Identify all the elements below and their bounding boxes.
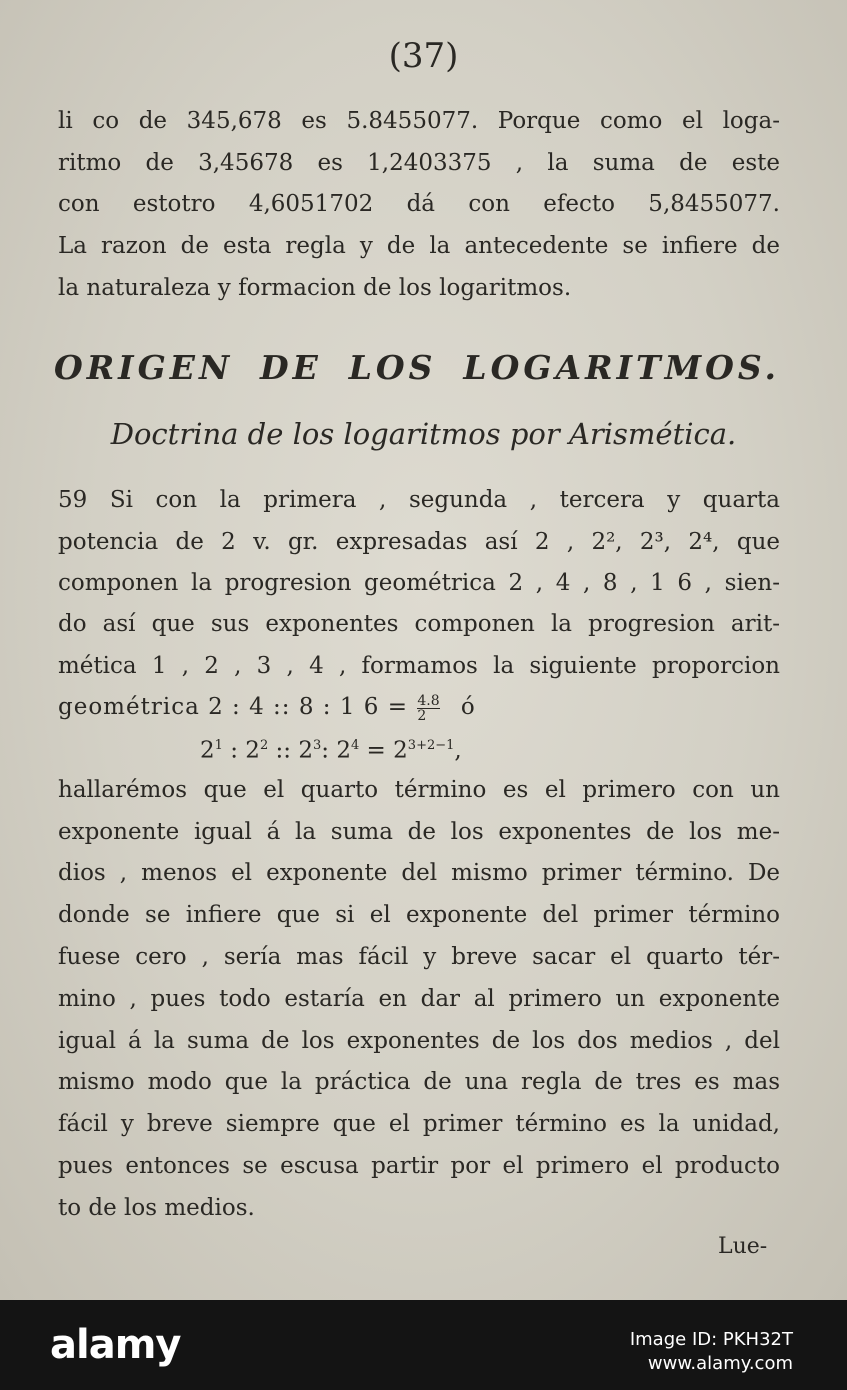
paragraph-line: exponente igual á la suma de los exponentes de los me- xyxy=(58,819,780,845)
proportion-text: geométrica 2 : 4 :: 8 : 1 6 = xyxy=(58,694,409,720)
formula-separator: = xyxy=(359,737,394,764)
formula-base: 2 xyxy=(336,737,351,764)
formula-separator: : xyxy=(222,737,246,764)
formula-base: 2 xyxy=(200,737,215,764)
formula-exponent: 3+2−1 xyxy=(407,738,455,753)
page-number: (37) xyxy=(388,36,459,76)
intro-line: li co de 345,678 es 5.8455077. Porque como el loga- xyxy=(58,108,780,134)
paragraph-line: hallarémos que el quarto término es el primero con un xyxy=(58,777,780,803)
paragraph-line: mino , pues todo estaría en dar al primero un exponente xyxy=(58,986,780,1012)
paragraph-line: mismo modo que la práctica de una regla de tres es mas xyxy=(58,1069,780,1095)
formula-base: 2 xyxy=(298,737,313,764)
formula-exponent: 2 xyxy=(259,738,269,753)
catchword: Lue- xyxy=(718,1234,768,1259)
intro-line: ritmo de 3,45678 es 1,2403375 , la suma de este xyxy=(58,150,780,176)
formula-exponent: 4 xyxy=(350,738,360,753)
paragraph-line: to de los medios. xyxy=(58,1195,255,1221)
formula-base: 2 xyxy=(393,737,408,764)
paragraph-line: dios , menos el exponente del mismo primer término. De xyxy=(58,860,780,886)
intro-line: la naturaleza y formacion de los logaritmos. xyxy=(58,275,572,301)
site-url: www.alamy.com xyxy=(647,1353,793,1374)
paragraph-line: fuese cero , sería mas fácil y breve sacar el quarto tér- xyxy=(58,944,780,970)
proportion-line xyxy=(58,692,780,723)
fraction-numerator: 4.8 xyxy=(417,692,440,709)
paragraph-line: componen la progresion geométrica 2 , 4 , 8 , 1 6 , sien- xyxy=(58,570,780,596)
paragraph-line: pues entonces se escusa partir por el primero el producto xyxy=(58,1153,780,1179)
formula-exponent: 1 xyxy=(214,738,223,753)
paragraph-line: potencia de 2 v. gr. expresadas así 2 , 2², 2³, 2⁴, que xyxy=(58,529,780,555)
paragraph-line: 59 Si con la primera , segunda , tercera y quarta xyxy=(58,487,780,513)
paragraph-line: mética 1 , 2 , 3 , 4 , formamos la siguiente proporcion xyxy=(58,653,780,679)
exponent-formula xyxy=(200,731,462,766)
section-subheading: Doctrina de los logaritmos por Arismética. xyxy=(110,417,737,451)
formula-end: , xyxy=(454,737,462,764)
watermark-footer xyxy=(0,1300,847,1390)
section-heading: ORIGEN DE LOS LOGARITMOS. xyxy=(54,348,780,387)
paragraph-line: donde se infiere que si el exponente del primer término xyxy=(58,902,780,928)
formula-exponent: 3 xyxy=(312,738,322,753)
image-id-block xyxy=(630,1328,793,1376)
formula-separator: : xyxy=(321,737,337,764)
fraction-denominator: 2 xyxy=(417,707,427,724)
image-id: Image ID: PKH32T xyxy=(629,1329,793,1350)
paragraph-line: do así que sus exponentes componen la progresion arit- xyxy=(58,611,780,637)
formula-separator: :: xyxy=(268,737,299,764)
intro-line: La razon de esta regla y de la antecedente se infiere de xyxy=(58,233,780,259)
intro-line: con estotro 4,6051702 dá con efecto 5,8455077. xyxy=(58,191,780,217)
formula-base: 2 xyxy=(245,737,260,764)
paragraph-line: igual á la suma de los exponentes de los dos medios , del xyxy=(58,1028,780,1054)
proportion-tail: ó xyxy=(460,694,475,720)
alamy-logo: alamy xyxy=(50,1322,181,1368)
fraction xyxy=(417,694,439,723)
paragraph-line: fácil y breve siempre que el primer término es la unidad, xyxy=(58,1111,780,1137)
